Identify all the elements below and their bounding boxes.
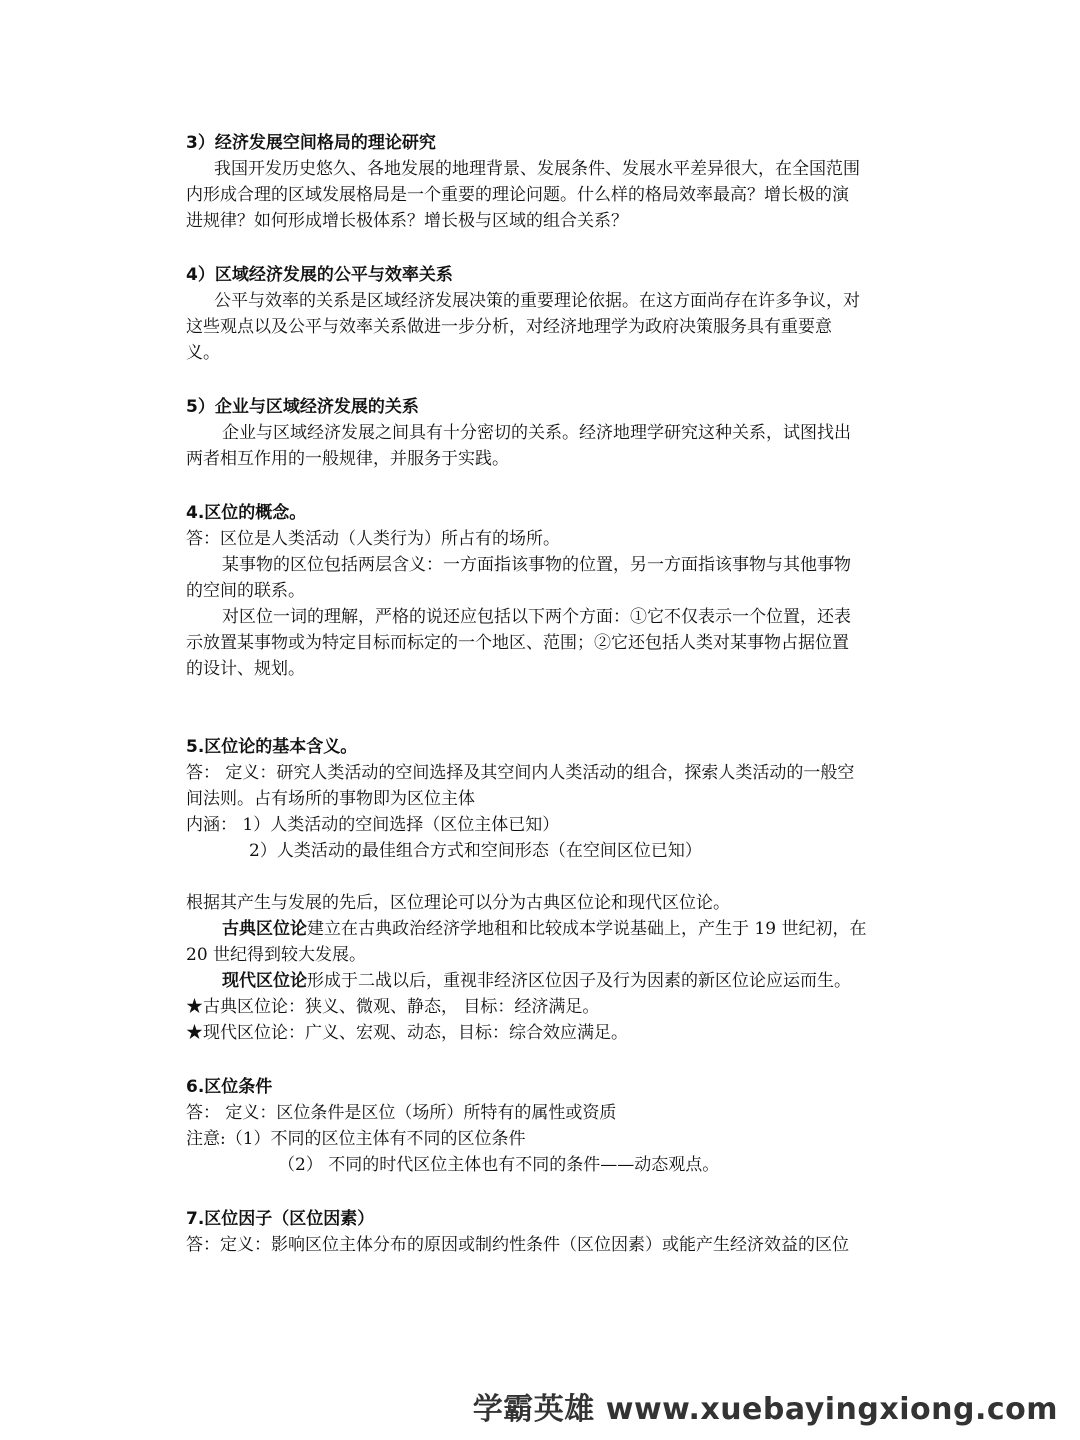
answer-line: 答：区位是人类活动（人类行为）所占有的场所。	[186, 529, 560, 549]
question-heading: 7.区位因子（区位因素）	[186, 1209, 375, 1229]
paragraph-line: 我国开发历史悠久、各地发展的地理背景、发展条件、发展水平差异很大，在全国范围	[214, 159, 860, 179]
paragraph-line: 根据其产生与发展的先后，区位理论可以分为古典区位论和现代区位论。	[186, 893, 730, 913]
answer-line: 答： 定义：区位条件是区位（场所）所特有的属性或资质	[186, 1103, 617, 1123]
watermark: 学霸英雄 www.xuebayingxiong.com	[472, 1392, 1058, 1427]
paragraph-line: 企业与区域经济发展之间具有十分密切的关系。经济地理学研究这种关系，试图找出	[222, 423, 851, 443]
paragraph-line: 20 世纪得到较大发展。	[186, 945, 367, 965]
paragraph-line: 义。	[186, 343, 220, 363]
question-heading: 4.区位的概念。	[186, 503, 307, 523]
answer-line: 答： 定义：研究人类活动的空间选择及其空间内人类活动的组合，探索人类活动的一般空	[186, 763, 855, 783]
paragraph-line: 间法则。占有场所的事物即为区位主体	[186, 789, 475, 809]
keyword: 现代区位论	[222, 971, 307, 991]
section-heading: 3）经济发展空间格局的理论研究	[186, 133, 436, 153]
paragraph-line: 示放置某事物或为特定目标而标定的一个地区、范围；②它还包括人类对某事物占据位置	[186, 633, 849, 653]
section-heading: 4）区域经济发展的公平与效率关系	[186, 265, 453, 285]
connotation-line: 内涵： 1）人类活动的空间选择（区位主体已知）	[186, 815, 560, 835]
paragraph-line: 两者相互作用的一般规律，并服务于实践。	[186, 449, 509, 469]
paragraph-line: 某事物的区位包括两层含义：一方面指该事物的位置，另一方面指该事物与其他事物	[222, 555, 851, 575]
connotation-line: 2）人类活动的最佳组合方式和空间形态（在空间区位已知）	[249, 841, 702, 861]
note-line: 注意:（1）不同的区位主体有不同的区位条件	[186, 1129, 526, 1149]
note-line: （2） 不同的时代区位主体也有不同的条件——动态观点。	[278, 1155, 720, 1175]
paragraph-line: 的空间的联系。	[186, 581, 305, 601]
keyword: 古典区位论	[222, 919, 307, 939]
paragraph-line: 对区位一词的理解，严格的说还应包括以下两个方面：①它不仅表示一个位置，还表	[222, 607, 851, 627]
paragraph-line: 的设计、规划。	[186, 659, 305, 679]
paragraph-text: 形成于二战以后，重视非经济区位因子及行为因素的新区位论应运而生。	[307, 971, 851, 991]
question-heading: 6.区位条件	[186, 1077, 273, 1097]
star-line: ★古典区位论：狭义、微观、静态， 目标：经济满足。	[186, 997, 600, 1017]
section-heading: 5）企业与区域经济发展的关系	[186, 397, 419, 417]
document-page	[186, 130, 906, 1258]
paragraph-line: 内形成合理的区域发展格局是一个重要的理论问题。什么样的格局效率最高？增长极的演	[186, 185, 849, 205]
paragraph-text: 建立在古典政治经济学地租和比较成本学说基础上，产生于 19 世纪初，在	[307, 919, 867, 939]
star-line: ★现代区位论：广义、宏观、动态，目标：综合效应满足。	[186, 1023, 628, 1043]
paragraph-line: 进规律？如何形成增长极体系？增长极与区域的组合关系？	[186, 211, 628, 231]
paragraph-line: 这些观点以及公平与效率关系做进一步分析，对经济地理学为政府决策服务具有重要意	[186, 317, 832, 337]
answer-line: 答：定义：影响区位主体分布的原因或制约性条件（区位因素）或能产生经济效益的区位	[186, 1235, 849, 1255]
question-heading: 5.区位论的基本含义。	[186, 737, 358, 757]
paragraph-line: 公平与效率的关系是区域经济发展决策的重要理论依据。在这方面尚存在许多争议，对	[214, 291, 860, 311]
paragraph-line	[186, 968, 906, 994]
paragraph-line	[186, 916, 906, 942]
